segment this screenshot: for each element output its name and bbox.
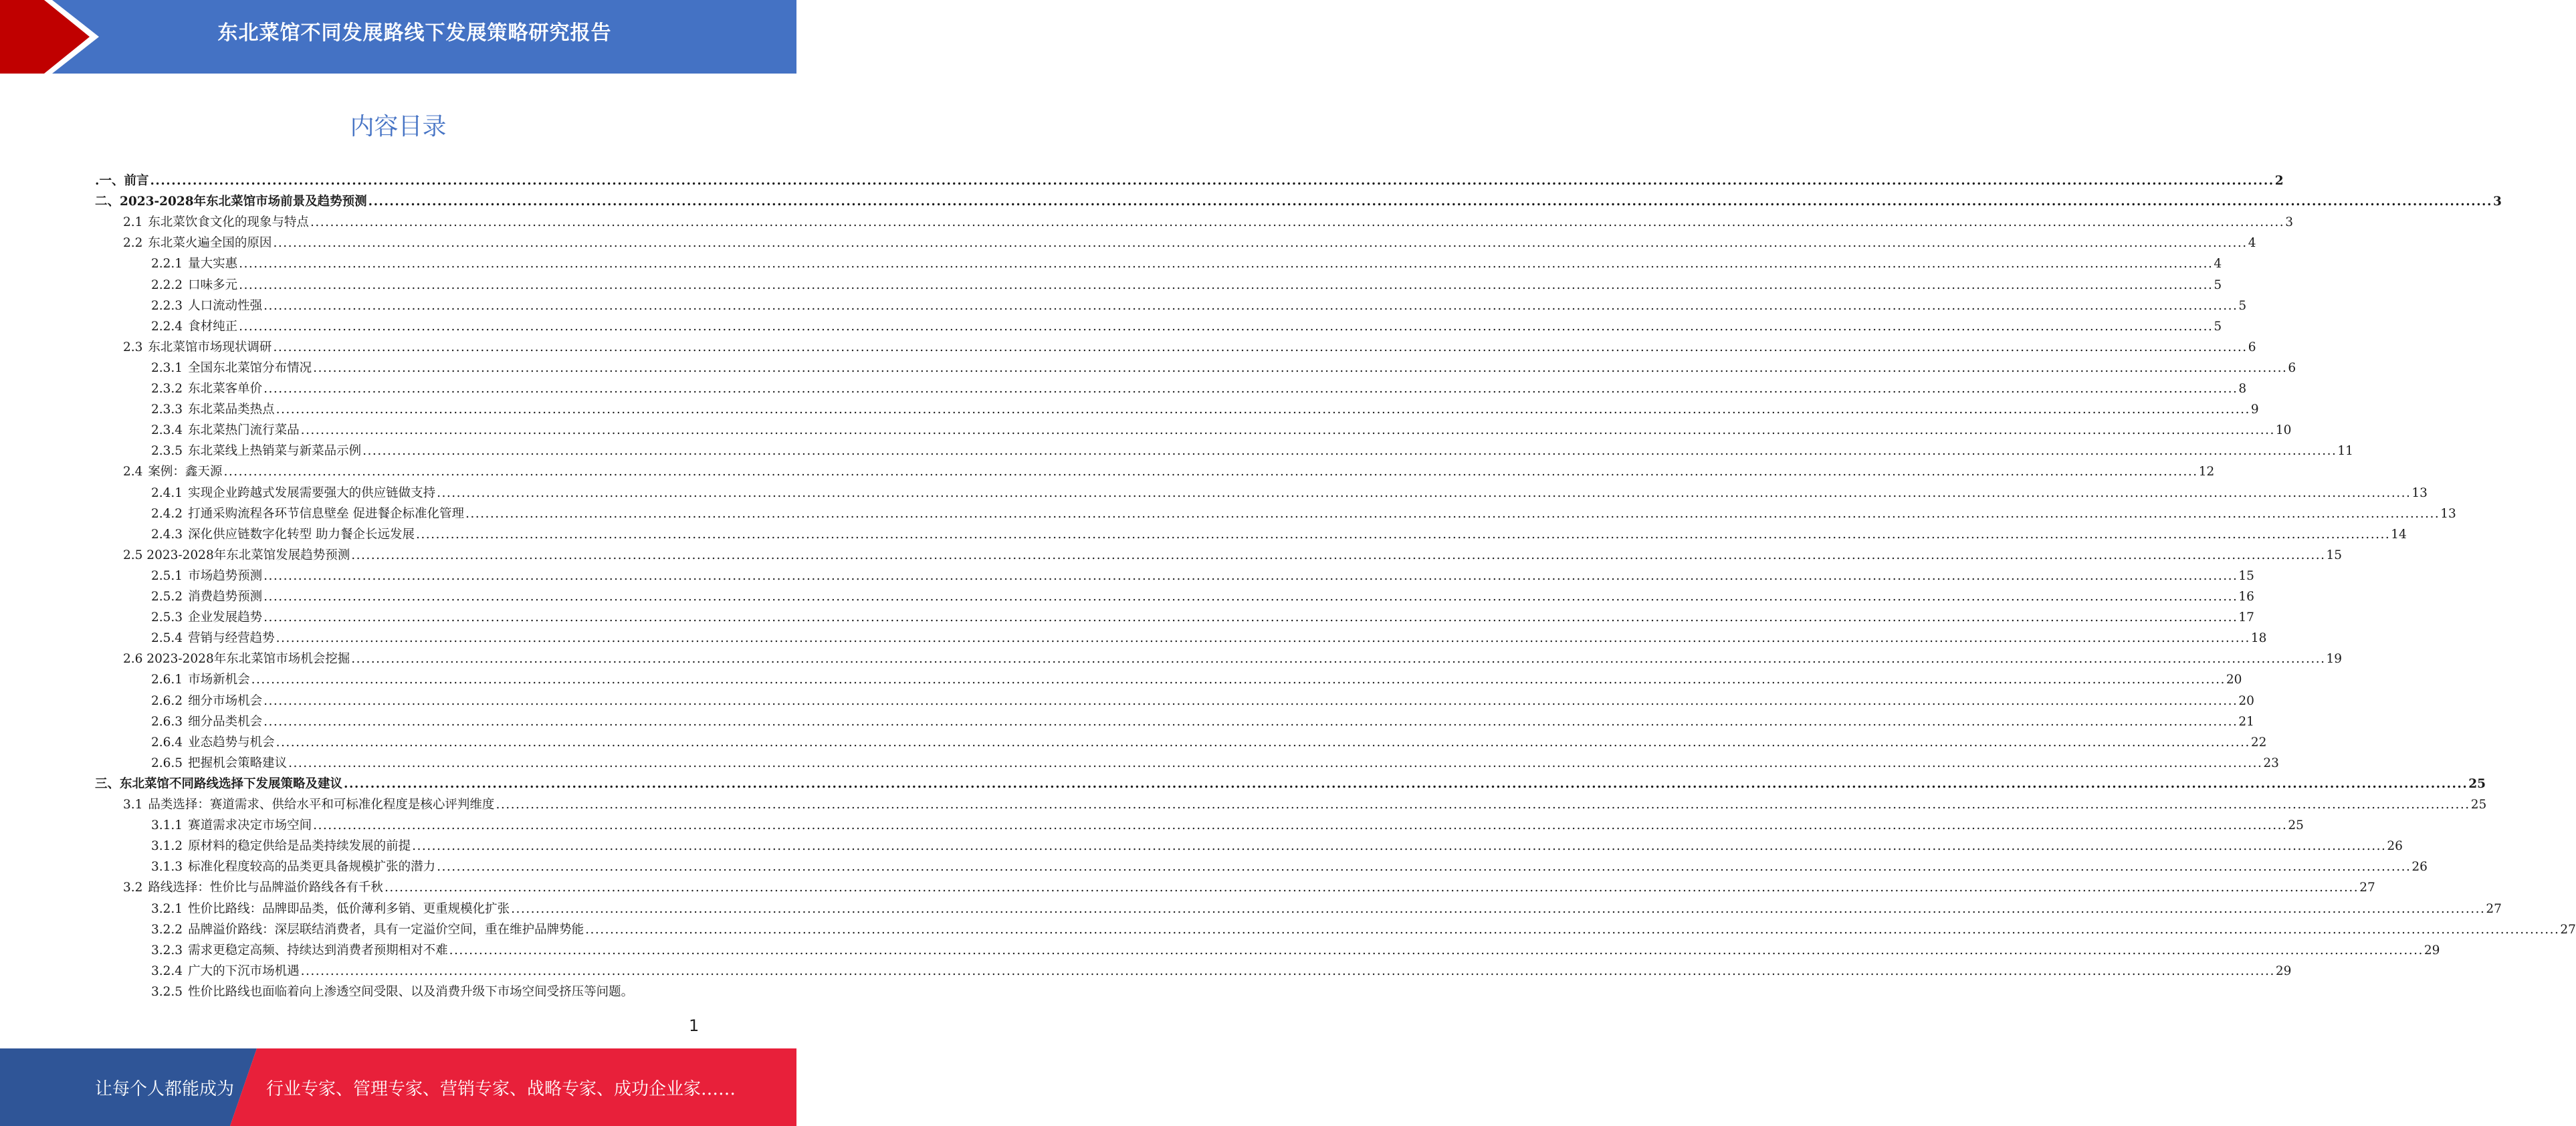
toc-entry-label [123,547,351,564]
toc-dot-leader: ................................................................................................................................................................................................................................................................................................................................................................................................................ [288,756,2263,770]
toc-entry-title: 把握机会策略建议 [188,756,288,770]
toc-entry-number: 2.4 [123,465,143,479]
toc-dot-leader: ................................................................................................................................................................................................................................................................................................................................................................................................................ [263,568,2238,583]
toc-entry-number: 2.5.3 [151,610,183,625]
toc-entry-label [151,485,437,502]
toc-dot-leader: ................................................................................................................................................................................................................................................................................................................................................................................................................ [465,506,2440,521]
toc-entry-label [151,443,362,460]
toc-entry-page: 13 [2440,506,2456,521]
toc-entry-title: 原材料的稳定供给是品类持续发展的前提 [188,839,411,854]
toc-dot-leader: ................................................................................................................................................................................................................................................................................................................................................................................................................ [276,403,2250,417]
toc-entry-title: 深化供应链数字化转型 助力餐企长远发展 [188,527,415,542]
toc-dot-leader: ................................................................................................................................................................................................................................................................................................................................................................................................................ [437,860,2411,875]
toc-entry-page: 5 [2214,277,2222,292]
toc-entry-number: 3.2 [123,881,143,895]
toc-entry-page: 8 [2238,382,2247,396]
toc-entry-page: 19 [2326,652,2343,667]
toc-dot-leader: ................................................................................................................................................................................................................................................................................................................................................................................................................ [273,340,2248,354]
toc-entry-label [151,380,263,398]
toc-entry-label [151,360,313,377]
toc-entry-number: 3.2.2 [151,922,183,937]
toc-dot-leader: ................................................................................................................................................................................................................................................................................................................................................................................................................ [273,236,2248,251]
toc-entry-title: 量大实惠 [188,257,238,271]
toc-entry[interactable] [123,793,2487,814]
toc-entry-number: 3.1.1 [151,818,183,833]
toc-entry-title: 赛道需求决定市场空间 [188,818,312,833]
toc-entry-page: 23 [2263,756,2279,770]
toc-entry[interactable] [151,273,2222,294]
toc-dot-leader: ................................................................................................................................................................................................................................................................................................................................................................................................................ [368,195,2492,209]
toc-entry[interactable] [123,647,2343,668]
toc-entry[interactable] [151,294,2247,315]
toc-entry-number: 2.6.3 [151,714,183,729]
toc-entry[interactable] [151,960,2292,980]
toc-entry-title: 市场新机会 [188,673,250,687]
toc-heading: 内容目录 [350,113,447,140]
toc-entry-page: 11 [2337,444,2353,459]
toc-entry-page: 26 [2411,860,2428,875]
toc-entry-page: 27 [2486,901,2502,916]
toc-entry-title: 东北菜品类热点 [188,403,275,417]
toc-entry[interactable] [151,439,2353,460]
header-arrow-decoration [0,0,134,74]
toc-entry[interactable] [151,585,2254,606]
toc-entry-label [151,734,276,752]
toc-dot-leader: ................................................................................................................................................................................................................................................................................................................................................................................................................ [276,735,2250,750]
toc-entry-title: 打通采购流程各环节信息壁垒 促进餐企标准化管理 [188,506,464,521]
toc-entry-page: 29 [2424,943,2440,958]
toc-entry-page: 26 [2387,839,2403,854]
toc-entry-title: 东北菜饮食文化的现象与特点 [148,215,309,230]
toc-entry-number: 2.2.1 [151,257,183,271]
toc-entry-number: 2.3.4 [151,423,183,438]
toc-dot-leader: ................................................................................................................................................................................................................................................................................................................................................................................................................ [313,360,2288,375]
toc-entry[interactable] [151,918,2576,939]
toc-entry-number: 2.3.5 [151,444,183,459]
toc-entry-title: 细分品类机会 [188,714,263,729]
toc-entry[interactable] [95,169,2284,190]
header-band [0,0,796,74]
toc-dot-leader: ................................................................................................................................................................................................................................................................................................................................................................................................................ [310,215,2285,230]
toc-entry-title: .一、前言 [95,174,149,188]
toc-entry-number: 2.6.4 [151,735,183,750]
toc-entry-number: 3.1.3 [151,860,183,875]
toc-entry-title: 标准化程度较高的品类更具备规模扩张的潜力 [188,860,436,875]
toc-entry-page: 21 [2238,714,2254,729]
toc-entry-label [123,235,273,252]
toc-dot-leader: ................................................................................................................................................................................................................................................................................................................................................................................................................ [437,485,2411,500]
toc-dot-leader: ................................................................................................................................................................................................................................................................................................................................................................................................................ [223,465,2198,479]
toc-dot-leader: ................................................................................................................................................................................................................................................................................................................................................................................................................ [150,174,2274,188]
toc-entry-title: 业态趋势与机会 [188,735,275,750]
toc-entry[interactable] [151,939,2440,960]
toc-entry-title: 实现企业跨越式发展需要强大的供应链做支持 [188,485,436,500]
toc-entry-label [123,796,496,814]
toc-entry-title: 品类选择：赛道需求、供给水平和可标准化程度是核心评判维度 [148,798,495,812]
toc-entry-label [151,422,301,439]
toc-entry-label [151,817,313,834]
toc-entry-number: 2.6.2 [151,693,183,708]
toc-entry-number: 3.1 [123,798,143,812]
toc-entry-title: 东北菜线上热销菜与新菜品示例 [188,444,362,459]
toc-entry-label [151,630,276,647]
toc-dot-leader: ................................................................................................................................................................................................................................................................................................................................................................................................................ [263,590,2238,604]
toc-entry-page: 13 [2411,485,2428,500]
toc-entry-title: 案例：鑫天源 [148,465,223,479]
toc-entry-number: 3.2.5 [151,984,183,999]
toc-entry-page: 25 [2288,818,2304,833]
toc-dot-leader: ................................................................................................................................................................................................................................................................................................................................................................................................................ [263,714,2238,729]
toc-entry-number: 2.2.4 [151,319,183,334]
toc-entry[interactable] [151,252,2222,273]
toc-entry-label [95,193,368,211]
toc-entry-label [151,401,276,419]
toc-entry-page: 5 [2238,298,2247,313]
toc-dot-leader: ................................................................................................................................................................................................................................................................................................................................................................................................................ [239,257,2214,271]
toc-entry-label [151,255,239,273]
toc-entry-page: 15 [2326,548,2343,562]
toc-entry[interactable] [151,855,2428,876]
toc-entry-number: 2.2.3 [151,298,183,313]
footer-slogan-right: 行业专家、管理专家、营销专家、战略专家、成功企业家…… [266,1079,736,1099]
toc-dot-leader: ................................................................................................................................................................................................................................................................................................................................................................................................................ [251,673,2226,687]
toc-entry[interactable] [151,398,2259,419]
toc-entry-page: 27 [2560,922,2576,937]
toc-dot-leader: ................................................................................................................................................................................................................................................................................................................................................................................................................ [449,943,2424,958]
toc-dot-leader: ................................................................................................................................................................................................................................................................................................................................................................................................................ [362,444,2337,459]
toc-entry-label [151,942,449,960]
toc-entry-title: 口味多元 [188,277,238,292]
toc-entry-title: 营销与经营趋势 [188,631,275,646]
toc-entry-title: 消费趋势预测 [188,590,263,604]
toc-entry-number: 3.2.1 [151,901,183,916]
toc-entry-label [151,984,635,1001]
toc-entry-title: 东北菜火遍全国的原因 [148,236,272,251]
toc-entry[interactable] [151,627,2267,647]
toc-entry-number: 2.2 [123,236,143,251]
toc-dot-leader: ................................................................................................................................................................................................................................................................................................................................................................................................................ [384,881,2359,895]
toc-entry[interactable] [95,190,2502,211]
toc-entry-title: 东北菜客单价 [188,382,263,396]
toc-entry-page: 20 [2238,693,2254,708]
toc-entry-title: 细分市场机会 [188,693,263,708]
toc-entry-title: 东北菜热门流行菜品 [188,423,300,438]
toc-entry-page: 29 [2275,964,2292,978]
toc-entry[interactable] [123,211,2293,231]
toc-entry-number: 2.3.3 [151,403,183,417]
toc-entry-title: 企业发展趋势 [188,610,263,625]
toc-entry-page: 5 [2214,319,2222,334]
report-title: 东北菜馆不同发展路线下发展策略研究报告 [217,21,612,45]
toc-entry-label [123,879,385,897]
toc-entry-title: 2.5 2023-2028年东北菜馆发展趋势预测 [123,548,350,562]
toc-entry-number: 2.1 [123,215,143,230]
toc-dot-leader: ................................................................................................................................................................................................................................................................................................................................................................................................................ [239,277,2214,292]
toc-entry-label [151,588,263,606]
toc-entry-title: 广大的下沉市场机遇 [188,964,300,978]
toc-entry-label [151,838,412,855]
toc-entry-number: 2.3 [123,340,143,354]
toc-dot-leader: ................................................................................................................................................................................................................................................................................................................................................................................................................ [263,693,2238,708]
toc-entry-label [95,173,150,190]
toc-entry-title: 性价比路线也面临着向上渗透空间受限、以及消费升级下市场空间受挤压等问题。 [188,984,634,999]
toc-entry-label [151,318,239,336]
toc-entry-label [123,463,223,481]
toc-entry[interactable] [123,544,2343,564]
toc-entry-page: 4 [2214,257,2222,271]
toc-entry-page: 10 [2275,423,2292,438]
toc-entry-number: 2.4.2 [151,506,183,521]
toc-entry-number: 2.4.3 [151,527,183,542]
toc-dot-leader: ................................................................................................................................................................................................................................................................................................................................................................................................................ [585,922,2560,937]
toc-entry-page: 3 [2285,215,2293,230]
toc-entry-title: 性价比路线：品牌即品类，低价薄利多销、更重规模化扩张 [188,901,510,916]
toc-entry[interactable] [151,731,2267,752]
toc-entry-label [151,693,263,710]
toc-entry-label [95,776,344,793]
toc-dot-leader: ................................................................................................................................................................................................................................................................................................................................................................................................................ [351,652,2326,667]
toc-entry-title: 二、2023-2028年东北菜馆市场前景及趋势预测 [95,195,367,209]
toc-entry-number: 2.5.2 [151,590,183,604]
toc-entry-label [151,921,585,939]
toc-entry-page: 20 [2226,673,2242,687]
toc-entry-label [151,526,416,544]
toc-entry[interactable] [151,980,701,1001]
toc-entry-title: 品牌溢价路线：深层联结消费者，具有一定溢价空间，重在维护品牌势能 [188,922,584,937]
toc-entry-label [151,859,437,876]
toc-entry-label [151,505,465,523]
toc-entry-number: 3.1.2 [151,839,183,854]
toc-entry-number: 2.5.1 [151,568,183,583]
toc-entry-page: 6 [2288,360,2296,375]
toc-entry-page: 2 [2274,174,2284,188]
toc-entry[interactable] [123,336,2256,356]
toc-entry[interactable] [151,710,2254,731]
toc-entry[interactable] [123,876,2375,897]
toc-entry-number: 2.3.2 [151,382,183,396]
toc-entry-label [151,277,239,294]
toc-entry[interactable] [151,523,2407,544]
toc-dot-leader: ................................................................................................................................................................................................................................................................................................................................................................................................................ [511,901,2486,916]
toc-entry-page: 18 [2250,631,2267,646]
toc-dot-leader: ................................................................................................................................................................................................................................................................................................................................................................................................................ [351,548,2326,562]
toc-entry-label [151,901,511,918]
toc-entry-page: 22 [2250,735,2267,750]
toc-dot-leader: ................................................................................................................................................................................................................................................................................................................................................................................................................ [263,298,2238,313]
toc-entry[interactable] [151,356,2296,377]
toc-entry-label [123,651,351,668]
footer-band [0,1048,796,1126]
toc-entry[interactable] [151,564,2254,585]
toc-entry-page: 25 [2470,798,2487,812]
toc-dot-leader: ................................................................................................................................................................................................................................................................................................................................................................................................................ [344,776,2468,791]
toc-entry[interactable] [151,689,2254,710]
toc-entry[interactable] [123,460,2215,481]
toc-entry[interactable] [151,752,2279,772]
toc-entry[interactable] [95,772,2486,793]
toc-entry-number: 2.6.1 [151,673,183,687]
toc-entry-number: 2.3.1 [151,360,183,375]
toc-entry-page: 17 [2238,610,2254,625]
toc-entry-label [151,671,251,689]
toc-entry-title: 东北菜馆市场现状调研 [148,340,272,354]
toc-entry-label [151,298,263,315]
toc-dot-leader: ................................................................................................................................................................................................................................................................................................................................................................................................................ [263,610,2238,625]
toc-entry-number: 2.4.1 [151,485,183,500]
toc-entry-label [151,609,263,627]
toc-dot-leader: ................................................................................................................................................................................................................................................................................................................................................................................................................ [276,631,2250,646]
toc-entry[interactable] [151,897,2502,918]
toc-entry-number: 2.6.5 [151,756,183,770]
toc-entry[interactable] [151,606,2254,627]
toc-entry-title: 食材纯正 [188,319,238,334]
toc-dot-leader: ................................................................................................................................................................................................................................................................................................................................................................................................................ [313,818,2288,833]
toc-entry-label [123,339,273,356]
toc-entry-page: 27 [2359,881,2375,895]
page-number: 1 [689,1016,700,1035]
toc-dot-leader: ................................................................................................................................................................................................................................................................................................................................................................................................................ [263,382,2238,396]
toc-entry-label [151,755,288,772]
toc-dot-leader: ................................................................................................................................................................................................................................................................................................................................................................................................................ [412,839,2387,854]
toc-entry[interactable] [151,814,2304,834]
toc-entry-page: 16 [2238,590,2254,604]
toc-entry-label [151,713,263,731]
toc-dot-leader: ................................................................................................................................................................................................................................................................................................................................................................................................................ [300,964,2275,978]
toc-entry[interactable] [151,419,2292,439]
toc-entry-label [123,214,310,231]
toc-entry-page: 14 [2391,527,2407,542]
toc-entry-title: 2.6 2023-2028年东北菜馆市场机会挖掘 [123,652,350,667]
footer-slogan-left: 让每个人都能成为 [95,1079,235,1099]
toc-entry-page: 15 [2238,568,2254,583]
toc-dot-leader: ................................................................................................................................................................................................................................................................................................................................................................................................................ [239,319,2214,334]
toc-entry-page: 4 [2248,236,2256,251]
toc-entry-label [151,963,301,980]
toc-entry-page: 12 [2198,465,2215,479]
toc-entry-number: 3.2.3 [151,943,183,958]
toc-entry[interactable] [151,502,2456,523]
toc-dot-leader: ................................................................................................................................................................................................................................................................................................................................................................................................................ [300,423,2275,438]
toc-entry-title: 人口流动性强 [188,298,263,313]
toc-entry-title: 需求更稳定高频、持续达到消费者预期相对不难 [188,943,448,958]
toc-entry-number: 3.2.4 [151,964,183,978]
toc-entry[interactable] [123,231,2256,252]
toc-entry-page: 3 [2492,195,2502,209]
toc-entry-title: 三、东北菜馆不同路线选择下发展策略及建议 [95,776,343,791]
toc-entry[interactable] [151,315,2222,336]
toc-entry-number: 2.2.2 [151,277,183,292]
toc-dot-leader: ................................................................................................................................................................................................................................................................................................................................................................................................................ [496,798,2470,812]
toc-entry-title: 全国东北菜馆分布情况 [188,360,312,375]
toc-entry[interactable] [151,834,2403,855]
toc-entry[interactable] [151,668,2242,689]
toc-entry-page: 6 [2248,340,2256,354]
toc-entry-page: 25 [2468,776,2486,791]
toc-entry-title: 市场趋势预测 [188,568,263,583]
toc-entry-title: 路线选择：性价比与品牌溢价路线各有千秋 [148,881,383,895]
toc-entry-number: 2.5.4 [151,631,183,646]
toc-entry-page: 9 [2250,403,2259,417]
toc-dot-leader: ................................................................................................................................................................................................................................................................................................................................................................................................................ [415,527,2391,542]
toc-entry[interactable] [151,481,2428,502]
toc-entry-label [151,568,263,585]
toc-entry[interactable] [151,377,2247,398]
